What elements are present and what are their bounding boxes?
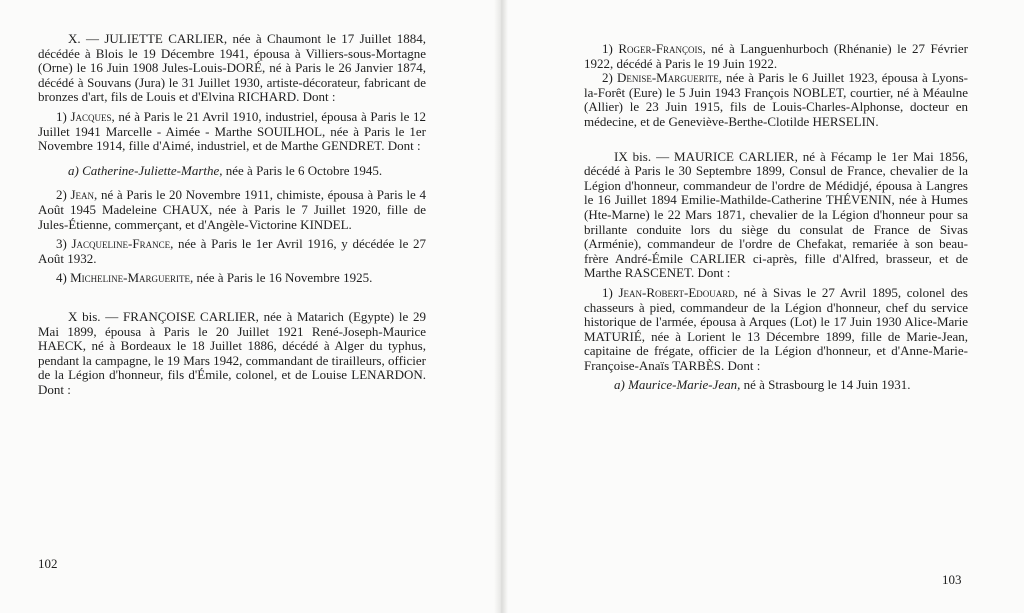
entry-jean: 2) Jean, né à Paris le 20 Novembre 1911, chimiste, épousa à Paris le 4 Août 1945 Madeleine CHAUX, née à Paris le 7 Juillet 1920, fille de Jules-Étienne, commerçant, et d'Angèle-Victorine KINDEL. bbox=[38, 187, 426, 232]
page-number-left: 102 bbox=[38, 556, 58, 571]
entry-micheline: 4) Micheline-Marguerite, née à Paris le 16 Novembre 1925. bbox=[56, 270, 373, 286]
entry-francoise-carlier: X bis. — FRANÇOISE CARLIER, née à Matarich (Egypte) le 29 Mai 1899, épousa à Paris le 20 Juillet 1921 René-Joseph-Maurice HAECK, né à Bordeaux le 18 Juillet 1886, décédé à Alger du typhus, pendant la campagne, le 19 Mars 1942, commandant de tirailleurs, officier de la Légion d'honneur, fils d'Émile, colonel, et de Louise LENARDON. Dont : bbox=[38, 308, 426, 397]
entry-juliette-carlier: X. — JULIETTE CARLIER, née à Chaumont le 17 Juillet 1884, décédée à Blois le 19 Décembre 1941, épousa à Villiers-sous-Mortagne (Orne) le 16 Juin 1908 Jules-Louis-DORÉ, né à Paris le 26 Janvier 1874, décédé à Souvans (Jura) le 31 Juillet 1930, artiste-décorateur, fabricant de bronzes d'art, fils de Louis et d'Elvina RICHARD. Dont : bbox=[38, 31, 426, 105]
page-number-right: 103 bbox=[942, 572, 962, 587]
entry-maurice-marie-jean: a) Maurice-Marie-Jean, né à Strasbourg le 14 Juin 1931. bbox=[614, 377, 911, 393]
left-page-text bbox=[38, 32, 426, 397]
book-gutter bbox=[494, 0, 508, 613]
entry-jacques: 1) Jacques, né à Paris le 21 Avril 1910, industriel, épousa à Paris le 12 Juillet 1941 Marcelle - Aimée - Marthe SOUILHOL, née à Paris le 1er Novembre 1914, fille d'Aimé, industriel, et de Marthe GENDRET. Dont : bbox=[38, 108, 426, 154]
entry-catherine: a) Catherine-Juliette-Marthe, née à Paris le 6 Octobre 1945. bbox=[68, 162, 383, 178]
entry-jacqueline-france: 3) Jacqueline-France, née à Paris le 1er Avril 1916, y décédée le 27 Août 1932. bbox=[38, 236, 426, 266]
entry-roger-francois: 1) Roger-François, né à Languenhurboch (Rhénanie) le 27 Février 1922, décédé à Paris le 19 Juin 1922. bbox=[584, 41, 968, 71]
entry-maurice-carlier: IX bis. — MAURICE CARLIER, né à Fécamp le 1er Mai 1856, décédé à Paris le 30 Septembre 1899, Consul de France, chevalier de la Légion d'honneur, commandeur de l'ordre de Médidjé, épousa à Langres le 16 Juillet 1894 Emilie-Mathilde-Catherine THÉVENIN, née à Humes (Hte-Marne) le 22 Mars 1871, chevalier de la Légion d'honneur pour sa brillante conduite lors du siège du consulat de France de Sivas (Arménie), commandeur de l'ordre de Chefakat, remariée à son beau-frère André-Émile CARLIER ci-après, fille d'Alfred, brasseur, et de Marthe RASCENET. Dont : bbox=[584, 148, 968, 281]
entry-denise-marguerite: 2) Denise-Marguerite, née à Paris le 6 Juillet 1923, épousa à Lyons-la-Forêt (Eure) le 5 Juin 1943 François NOBLET, courtier, né à Méaulne (Allier) le 23 Juin 1915, fils de Louis-Charles-Alphonse, docteur en médecine, et de Geneviève-Berthe-Clotilde HERSELIN. bbox=[584, 70, 968, 129]
right-page-text bbox=[584, 42, 968, 393]
entry-jean-robert-edouard: 1) Jean-Robert-Edouard, né à Sivas le 27 Avril 1895, colonel des chasseurs à pied, commandeur de la Légion d'honneur, chef du service historique de l'armée, épousa à Arques (Lot) le 17 Juin 1930 Alice-Marie MATURIÉ, née à Lorient le 13 Décembre 1899, fille de Marie-Jean, capitaine de frégate, officier de la Légion d'honneur, et d'Anne-Marie-Françoise-Anaïs TARBÈS. Dont : bbox=[584, 284, 968, 373]
